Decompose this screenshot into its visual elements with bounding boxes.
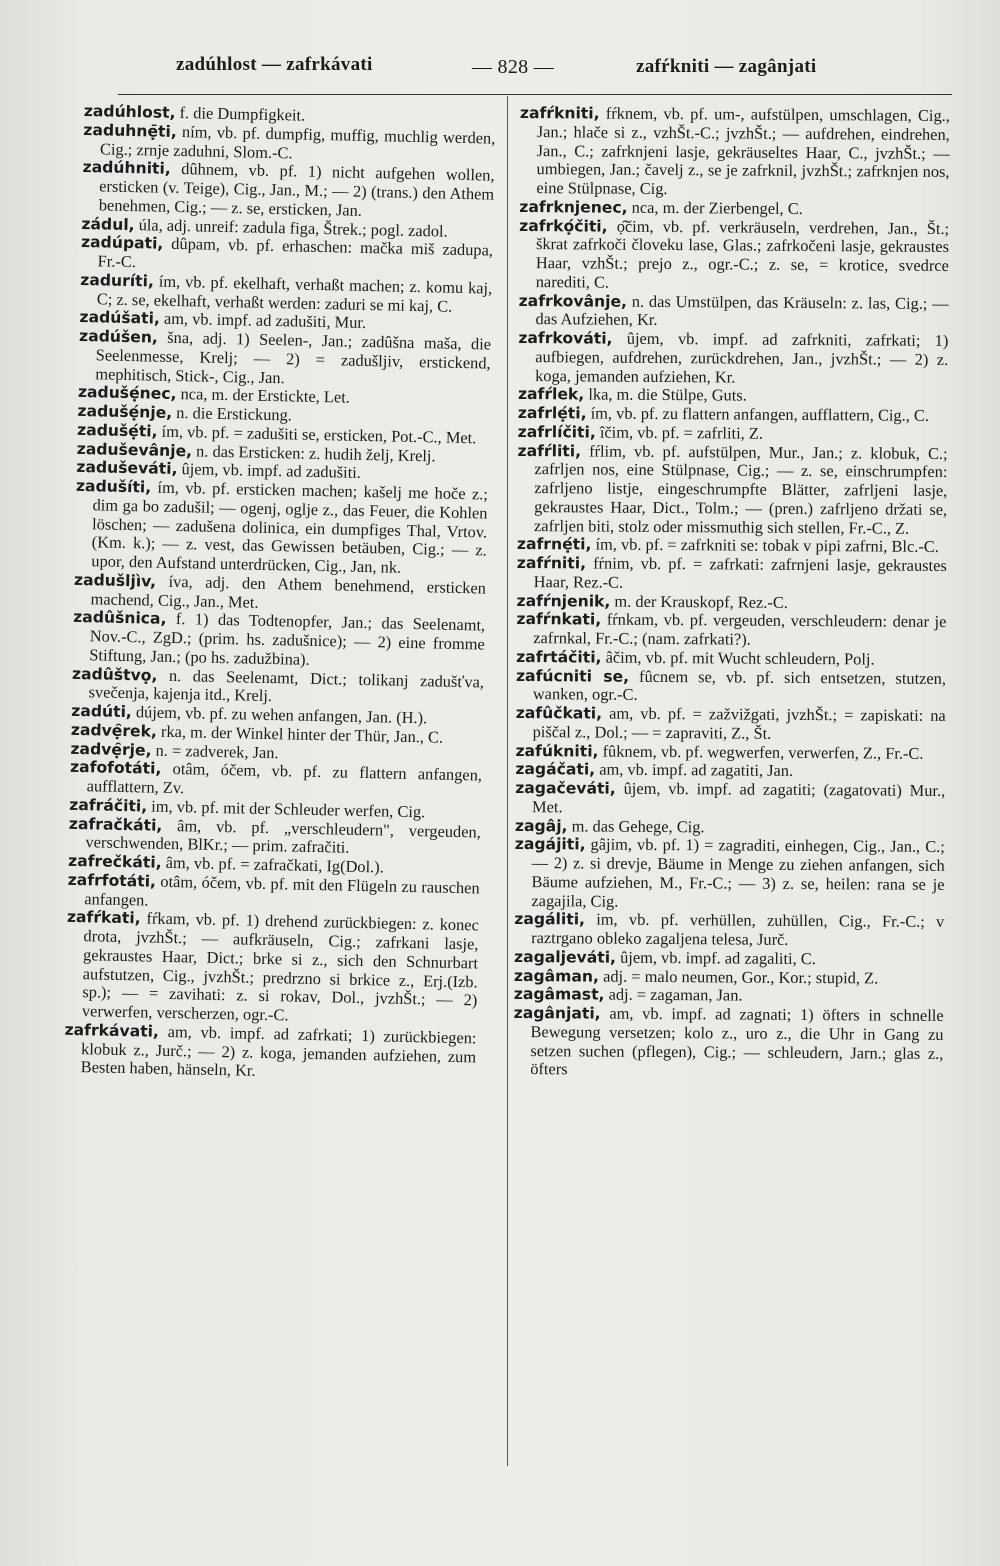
dictionary-entry <box>82 158 495 223</box>
column-divider <box>507 96 508 1466</box>
dictionary-entry <box>518 291 948 332</box>
dictionary-entry <box>515 779 945 820</box>
entry-definition: n. das Umstülpen, das Kräuseln: z. las, Cig.; — das Aufziehen, Kr. <box>535 291 949 330</box>
entry-definition: íva, adj. den Athem benehmend, ersticken machend, Cig., Jan., Met. <box>90 571 487 612</box>
entry-definition: am, vb. impf. ad zagnati; 1) öfters in schnelle Bewegung versetzen; kolo z., uro z., die Uhr in Gang zu setzen suchen (pflegen), Cig.; — schleudern, Jarn.; glas z., öfters <box>530 1003 944 1079</box>
entry-definition: šna, adj. 1) Seelen-, Jan.; zadûšna maša, die Seelenmesse, Krelj; — 2) = zadušljiv, erstickend, mephitisch, Stick-, Cig., Jan. <box>95 327 492 387</box>
dictionary-entry <box>513 1004 944 1082</box>
dictionary-entry <box>519 104 950 201</box>
entry-headword: zádul, <box>81 214 135 234</box>
entry-definition: am, vb. impf. ad zagatiti, Jan. <box>595 759 794 781</box>
entry-definition: nca, m. der Erstickte, Let. <box>176 384 351 407</box>
entry-headword: zafrkávati, <box>64 1020 160 1041</box>
entry-headword: zaduríti, <box>80 270 155 291</box>
entry-definition: dûhnem, vb. pf. 1) nicht aufgehen wollen, ersticken (v. Teige), Cig., Jan., M.; — 2) (trans.) den Athem benehmen, Cig.; — z. se, ersticken, Jan. <box>98 159 495 220</box>
entry-definition: adj. = zagaman, Jan. <box>604 984 743 1005</box>
entry-headword: zagáliti, <box>514 910 586 929</box>
right-column <box>513 104 950 1082</box>
entry-headword: zadúpati, <box>80 233 164 253</box>
entry-definition: fŕlim, vb. pf. aufstülpen, Mur., Jan.; z. klobuk, C.; zafrljen nos, eine Stülpnase, Cig.; — z. se, einschrumpfen: zafrljeno listje, eingeschrumpfte Blätter, zafrljeni lasje, gekraustes Haar, Dict., Tolm.; — (pren.) zafrljeno držati se, zafrljen biti, stolz oder missmuthig sich stellen, Fr.-C., Z. <box>533 440 948 538</box>
entry-definition: lka, m. die Stülpe, Guts. <box>584 384 747 405</box>
dictionary-entry <box>64 1021 477 1086</box>
entry-definition: ím, vb. pf. zu flattern anfangen, aufflattern, Cig., C. <box>586 403 930 425</box>
entry-headword: zaduševânje, <box>76 439 193 460</box>
entry-definition: ím, vb. pf. = zafrkniti se: tobak v pipi zafrni, Blc.-C. <box>591 534 939 557</box>
entry-headword: zadúšati, <box>79 308 161 328</box>
entry-headword: zadušẹ́nec, <box>77 383 177 404</box>
dictionary-entry <box>517 554 947 595</box>
entry-headword: zagaljeváti, <box>513 947 617 967</box>
dictionary-entry <box>516 666 946 707</box>
entry-definition: f. 1) das Todtenopfer, Jan.; das Seelenamt, Nov.-C., ZgD.; (prim. hs. zadušnice); — 2) eine fromme Stiftung, Jan.; (po hs. zadužbina). <box>89 609 486 669</box>
entry-headword: zadûšnica, <box>73 608 167 629</box>
dictionary-entry <box>78 327 491 392</box>
entry-definition: fûcnem se, vb. pf. sich entsetzen, stutzen, wanken, ogr.-C. <box>532 666 947 705</box>
entry-headword: zafráčiti, <box>69 795 148 816</box>
entry-definition: n. = zadverek, Jan. <box>151 740 279 762</box>
entry-headword: zafrlíčiti, <box>517 422 596 442</box>
page-number: — 828 — <box>471 56 555 78</box>
entry-headword: zagâman, <box>513 966 600 986</box>
entry-headword: zadvẹ̑rek, <box>70 720 158 741</box>
entry-headword: zagâmast, <box>513 985 605 1004</box>
entry-headword: zadušẹ́nje, <box>77 401 173 422</box>
entry-definition: îčim, vb. pf. = zafrliti, Z. <box>595 422 764 443</box>
entry-headword: zagânjati, <box>513 1003 601 1023</box>
entry-headword: zafrlẹ́ti, <box>517 403 587 423</box>
entry-headword: zafrečkáti, <box>67 851 162 872</box>
header-rule <box>118 94 952 95</box>
dictionary-entry <box>518 329 948 388</box>
entry-headword: zafrkováti, <box>518 328 613 348</box>
dictionary-entry <box>516 610 946 651</box>
entry-headword: zafrnẹ́ti, <box>516 535 592 554</box>
entry-definition: fŕknem, vb. pf. um-, aufstülpen, umschlagen, Cig., Jan.; hlače si z., vzhŠt.-C.; jvzhŠt.; — aufdrehen, eindrehen, Jan., C.; zafrknjeni lasje, gekräuseltes Haar, C., jvzhŠt.; — umbiegen, Jan.; čavelj z., se je zafrknil, jvzhŠt.; zafrknjen nos, eine Stülpnase, Cig. <box>536 103 950 199</box>
entry-definition: dûpam, vb. pf. erhaschen: mačka miš zadupa, Fr.-C. <box>97 233 494 272</box>
dictionary-entry <box>516 704 946 745</box>
entry-definition: úla, adj. unreif: zadula figa, Štrek.; pogl. zadol. <box>134 214 448 241</box>
entry-definition: ûjem, vb. impf. ad zagatiti; (zagatovati) Mur., Met. <box>532 778 946 817</box>
entry-headword: zadušíti, <box>75 476 152 497</box>
entry-headword: zafŕnjenik, <box>516 591 611 611</box>
dictionary-entry <box>514 910 944 951</box>
entry-headword: zafŕlek, <box>517 385 585 404</box>
entry-definition: adj. = malo neumen, Gor., Kor.; stupid, Z. <box>598 966 879 988</box>
entry-definition: ním, vb. pf. dumpfig, muffig, muchlig werden, Cig.; zrnje zaduhni, Slom.-C. <box>99 121 496 162</box>
header-left-guide-words: zadúhlost — zafrkávati <box>176 54 373 75</box>
entry-definition: ím, vb. pf. = zadušiti se, ersticken, Pot.-C., Met. <box>157 421 477 448</box>
entry-definition: n. die Erstickung. <box>171 402 293 425</box>
entry-definition: n. das Seelenamt, Dict.; tolikanj zadušťva, svečenja, kajenja itd., Krelj. <box>88 665 485 706</box>
entry-definition: ím, vb. pf. ekelhaft, verhaßt machen; z. komu kaj, C; z. se, ekelhaft, verhaßt werden: zaduri se mi kaj, C. <box>96 271 493 316</box>
entry-headword: zadúhlost, <box>83 102 176 122</box>
entry-definition: am, vb. impf. ad zafrkati; 1) zurückbiegen: klobuk z., Jurč.; — 2) z. koga, jemanden aufziehen, zum Besten haben, hänseln, Kr. <box>80 1021 477 1081</box>
entry-definition: ọ̑čim, vb. pf. verkräuseln, verdrehen, Jan., Št.; škrat zafrkoči človeku lase, Glas.; zafrkočeni lasje, gekraustes Haar, vzhŠt.; prejo z., ogr.-C.; z. se, = krotice, svedrce narediti, C. <box>535 216 950 292</box>
left-column <box>64 102 496 1085</box>
entry-headword: zafŕkniti, <box>519 104 600 123</box>
entry-definition: otâm, óčem, vb. pf. mit den Flügeln zu rauschen anfangen. <box>84 871 480 910</box>
entry-headword: zaduhnẹ̄ti, <box>83 120 177 141</box>
entry-headword: zafrkọ́čiti, <box>519 216 608 236</box>
entry-headword: zafúcniti se, <box>515 666 630 686</box>
entry-headword: zagáčati, <box>515 760 596 779</box>
dictionary-entry <box>74 477 488 579</box>
entry-definition: n. das Ersticken: z. hudih želj, Krelj. <box>191 440 436 465</box>
entry-definition: gâjim, vb. pf. 1) = zagraditi, einhegen, Cig., Jan., C.; — 2) z. si drevje, Bäume in Menge zu ziehen anfangen, sich Bäume aufziehen, M., Fr.-C.; — 3) z. se, heilen: rana se je zagajila, Cig. <box>531 834 945 911</box>
dictionary-entry <box>65 908 479 1029</box>
entry-definition: fŕnim, vb. pf. = zafrkati: zafrnjeni lasje, gekraustes Haar, Rez.-C. <box>533 553 947 592</box>
entry-headword: zagâj, <box>514 816 568 835</box>
entry-headword: zafračkáti, <box>68 814 163 835</box>
entry-definition: m. der Krauskopf, Rez.-C. <box>610 591 788 612</box>
entry-definition: âm, vb. pf. = zafračkati, Ig(Dol.). <box>161 852 384 877</box>
dictionary-entry <box>514 835 945 913</box>
entry-headword: zadušẹ́ti, <box>76 420 158 441</box>
entry-headword: zafrkovânje, <box>518 291 628 311</box>
entry-headword: zadušljìv, <box>73 570 157 591</box>
entry-headword: zafrfotáti, <box>67 870 157 891</box>
entry-definition: âm, vb. pf. „verschleudern", vergeuden, verschwenden, BlKr.; — prim. zafračiti. <box>85 815 482 857</box>
entry-headword: zagačeváti, <box>515 778 616 798</box>
entry-definition: im, vb. pf. mit der Schleuder werfen, Cig. <box>146 796 426 822</box>
header-right-guide-words: zafŕkniti — zagânjati <box>636 56 817 77</box>
entry-definition: f. die Dumpfigkeit. <box>175 102 306 125</box>
running-head <box>0 48 1000 88</box>
entry-headword: zaduševáti, <box>76 458 178 479</box>
entry-definition: im, vb. pf. verhüllen, zuhüllen, Cig., Fr.-C.; v raztrgano obleko zagaljena telesa, Jurč. <box>531 909 945 949</box>
entry-headword: zafŕkati, <box>66 908 141 928</box>
entry-definition: am, vb. impf. ad zadušiti, Mur. <box>159 308 367 333</box>
entry-definition: otâm, óčem, vb. pf. zu flattern anfangen, aufflattern, Zv. <box>86 759 483 798</box>
entry-headword: zafŕliti, <box>517 441 582 460</box>
entry-definition: fŕkam, vb. pf. 1) drehend zurückbiegen: z. konec drota, jvzhŠt.; — aufkräuseln, Cig.; zafrkani lasje, gekraustes Haar, Dict.; brke si z., sich den Schnurbart aufstutzen, Cig., jvzhŠt.; predrzno si brkice z., Erj.(Izb. sp.); — = zavihati: z. si rokav, Dol., jvzhŠt.; — 2) verwerfen, verscherzen, ogr.-C. <box>81 908 480 1025</box>
entry-definition: fŕnkam, vb. pf. vergeuden, verschleudern: denar je zafrnkal, Fr.-C.; (nam. zafrkati?). <box>533 609 947 649</box>
entry-headword: zadúti, <box>71 701 133 722</box>
entry-definition: am, vb. pf. = zažvižgati, jvzhŠt.; = zapiskati: na piščal z., Dol.; — = zapraviti, Z., Št. <box>532 703 946 743</box>
entry-definition: ûjem, vb. impf. ad zagaliti, C. <box>615 947 816 968</box>
entry-definition: m. das Gehege, Cig. <box>567 815 705 836</box>
entry-headword: zafofotáti, <box>69 758 162 779</box>
dictionary-entry <box>519 216 950 294</box>
entry-headword: zadvẹ̑rje, <box>70 739 152 760</box>
entry-definition: rka, m. der Winkel hinter der Thür, Jan., C. <box>156 721 444 747</box>
entry-headword: zafrtáčiti, <box>516 647 602 667</box>
entry-headword: zafŕnkati, <box>516 610 602 629</box>
entry-headword: zafúkniti, <box>515 741 599 761</box>
entry-headword: zagájiti, <box>514 835 586 854</box>
entry-headword: zafûčkati, <box>515 703 603 723</box>
dictionary-entry <box>72 608 485 673</box>
entry-headword: zadûštvọ, <box>71 664 158 685</box>
entry-headword: zafŕniti, <box>516 553 587 573</box>
entry-definition: ûjem, vb. impf. ad zafrkniti, zafrkati; 1) aufbiegen, aufdrehen, zurückdrehen, Jan., jvzhŠt.; — 2) z. koga, jemanden aufziehen, Kr. <box>535 328 949 387</box>
entry-headword: zafrknjenec, <box>519 197 628 217</box>
entry-definition: fûknem, vb. pf. wegwerfen, verwerfen, Z., Fr.-C. <box>598 741 924 763</box>
entry-definition: ûjem, vb. impf. ad zadušiti. <box>177 459 362 483</box>
entry-headword: zadúhniti, <box>82 158 171 179</box>
entry-definition: nca, m. der Zierbengel, C. <box>627 197 803 218</box>
entry-definition: dújem, vb. pf. zu wehen anfangen, Jan. (H.). <box>131 702 428 728</box>
entry-definition: ím, vb. pf. ersticken machen; kašelj me hoče z.; dim ga bo zadušil; — ogenj, oglje z., das Feuer, die Kohlen löschen; — zadušena dolinica, ein dumpfiges Thal, Vrtov. (Km. k.); — z. vest, das Gewissen betäuben, Cig.; — z. upor, den Aufstand unterdrücken, Cig., Jan, nk. <box>91 477 489 577</box>
dictionary-entry <box>517 441 948 538</box>
entry-headword: zadúšen, <box>78 326 159 347</box>
entry-definition: âčim, vb. pf. mit Wucht schleudern, Polj. <box>601 647 875 669</box>
